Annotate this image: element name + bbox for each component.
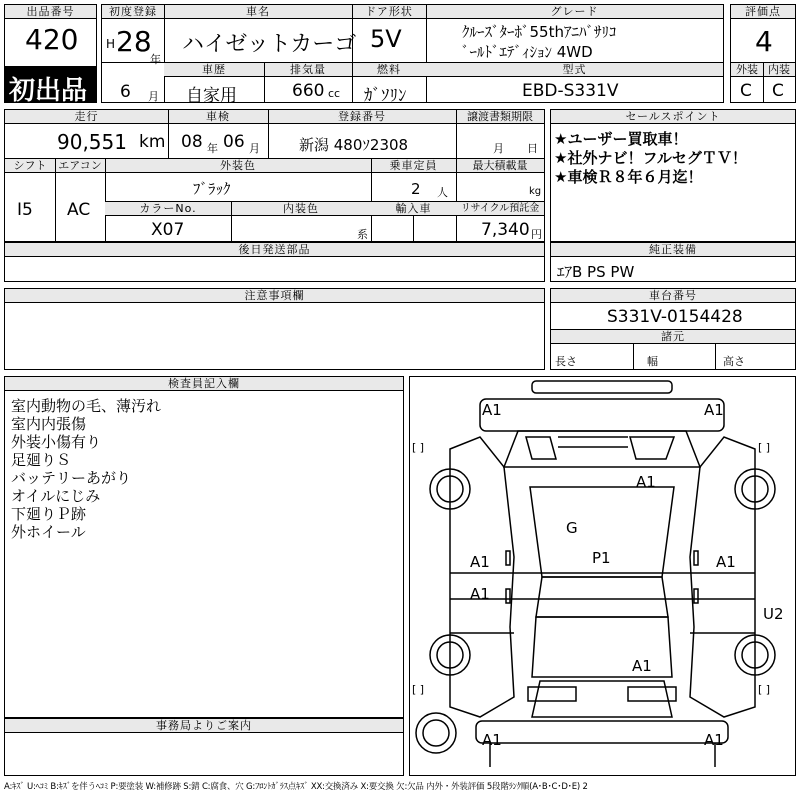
reg-month: 6 <box>120 82 131 102</box>
damage-mark: A1 <box>704 401 724 419</box>
first-listing-text: 初出品 <box>9 76 88 106</box>
damage-mark: A1 <box>470 553 490 571</box>
color: ﾌﾞﾗｯｸ <box>193 180 231 198</box>
insp-year-unit: 年 <box>207 142 218 155</box>
chassis-box <box>550 288 796 370</box>
ac-label: エアコン <box>55 159 105 173</box>
damage-mark: A1 <box>716 553 736 571</box>
lot-label: 出品番号 <box>5 5 96 19</box>
inspector-note: 室内内張傷 <box>11 415 87 433</box>
insp-month-unit: 月 <box>249 142 260 155</box>
shift-label: シフト <box>5 159 55 173</box>
capacity: 2 <box>411 180 421 198</box>
recycle: 7,340 <box>481 220 530 240</box>
damage-mark: A1 <box>636 473 656 491</box>
damage-diagram <box>409 376 796 776</box>
transfer-label: 譲渡書類期限 <box>456 110 544 124</box>
plate: 新潟 480ｿ2308 <box>299 136 409 154</box>
length-label: 長さ <box>555 355 577 368</box>
later-parts-label: 後日発送部品 <box>5 243 544 257</box>
later-parts-box <box>4 242 545 282</box>
grade-label: グレード <box>426 5 723 19</box>
fuel: ｶﾞｿﾘﾝ <box>364 86 407 106</box>
equipment: ｴｱB PS PW <box>557 263 635 281</box>
reg-year: 28 <box>116 25 152 58</box>
recycle-unit: 円 <box>531 228 542 241</box>
car-name: ハイゼットカーゴ <box>182 32 357 57</box>
equipment-box <box>550 242 796 282</box>
transfer-day-unit: 日 <box>527 142 538 155</box>
score: 4 <box>755 25 773 58</box>
model-label: 型式 <box>426 63 723 77</box>
history-label: 車歴 <box>164 63 264 77</box>
history: 自家用 <box>186 86 237 106</box>
int-grade: C <box>772 81 784 101</box>
color-label: 外装色 <box>105 159 371 173</box>
era: H <box>106 37 116 51</box>
interior-color-label: 内装色 <box>231 202 371 216</box>
damage-mark: G <box>566 519 578 537</box>
capacity-unit: 人 <box>437 186 448 199</box>
inspector-note: 外ホイール <box>11 523 86 541</box>
chassis-label: 車台番号 <box>551 289 795 303</box>
chassis-number: S331V-0154428 <box>607 307 743 327</box>
sales-point: ★ユーザー買取車！ <box>554 130 688 148</box>
damage-mark: A1 <box>470 585 490 603</box>
door-type: 5V <box>370 25 402 53</box>
shift: I5 <box>17 200 33 220</box>
inspector-note: 下廻りＰ跡 <box>11 505 87 523</box>
displacement: 660 <box>292 81 325 101</box>
sales-label: セールスポイント <box>551 110 795 124</box>
color-no: X07 <box>151 220 185 240</box>
recycle-label: リサイクル預託金 <box>456 202 544 216</box>
mileage-label: 走行 <box>5 110 168 124</box>
notes-box <box>4 288 545 370</box>
fuel-label: 燃料 <box>352 63 426 77</box>
ac: AC <box>67 200 91 220</box>
damage-mark: U2 <box>763 605 784 623</box>
inspector-note: 室内動物の毛、薄汚れ <box>11 397 162 415</box>
car-outline-diagram <box>410 377 795 775</box>
bracket: [ ] <box>758 683 771 696</box>
load-label: 最大積載量 <box>456 159 544 173</box>
lot-box <box>4 4 97 67</box>
inspector-note: 外装小傷有り <box>11 433 102 451</box>
name-label: 車名 <box>164 5 352 19</box>
reg-label: 初度登録 <box>102 5 164 19</box>
insp-month: 06 <box>223 132 245 152</box>
damage-mark: P1 <box>592 549 611 567</box>
insp-year: 08 <box>181 132 203 152</box>
inspector-note: バッテリーあがり <box>11 469 132 487</box>
first-listing-badge <box>4 67 97 106</box>
sales-point: ★車検Ｒ８年６月迄！ <box>554 168 703 186</box>
height-label: 高さ <box>723 355 745 368</box>
color-no-label: カラーNo. <box>105 202 231 216</box>
int-label: 内装 <box>763 63 795 77</box>
lot-number: 420 <box>25 23 79 56</box>
details-box <box>4 109 545 242</box>
sales-point: ★社外ナビ！フルセグＴＶ！ <box>554 149 747 167</box>
bracket: [ ] <box>412 441 425 454</box>
office-box <box>4 718 404 776</box>
mileage-unit: km <box>139 132 166 152</box>
width-label: 幅 <box>647 355 658 368</box>
load-unit: kg <box>529 186 542 197</box>
grade-line1: ｸﾙｰｽﾞﾀｰﾎﾞ55thｱﾆﾊﾞｻﾘｺ <box>462 23 617 41</box>
bracket: [ ] <box>412 683 425 696</box>
legend: A:ｷｽﾞ U:ﾍｺﾐ B:ｷｽﾞを伴うﾍｺﾐ P:要塗装 W:補修跡 S:錆 C:腐食、穴 G:ﾌﾛﾝﾄｶﾞﾗｽ点ｷｽﾞ XX:交換済み X:要交換 欠:欠品 内外・外装評価 5段階ﾗﾝｸ順(A･B･C･D･E) 2 <box>4 782 588 792</box>
damage-mark: A1 <box>482 731 502 749</box>
mileage: 90,551 <box>57 130 127 154</box>
month-unit: 月 <box>148 90 159 103</box>
inspector-box <box>4 376 404 718</box>
damage-mark: A1 <box>704 731 724 749</box>
grade-line2: ﾞｰﾙﾄﾞｴﾃﾞｨｼｮﾝ 4WD <box>462 43 593 61</box>
inspector-note: 足廻りＳ <box>11 451 72 469</box>
score-label: 評価点 <box>731 5 795 19</box>
office-label: 事務局よりご案内 <box>5 719 403 733</box>
damage-mark: A1 <box>632 657 652 675</box>
year-unit: 年 <box>150 53 161 66</box>
transfer-month-unit: 月 <box>493 142 504 155</box>
displacement-unit: cc <box>328 87 341 100</box>
bracket: [ ] <box>758 441 771 454</box>
score-box <box>730 4 796 103</box>
inspection-label: 車検 <box>168 110 268 124</box>
ext-grade: C <box>740 81 752 101</box>
displacement-label: 排気量 <box>264 63 352 77</box>
model: EBD-S331V <box>522 81 619 101</box>
sales-points-box <box>550 109 796 242</box>
inspector-note: オイルにじみ <box>11 487 101 505</box>
ext-label: 外装 <box>731 63 763 77</box>
dims-label: 諸元 <box>551 330 795 344</box>
import-label: 輸入車 <box>371 202 456 216</box>
inspector-label: 検査員記入欄 <box>5 377 403 391</box>
door-label: ドア形状 <box>352 5 426 19</box>
vehicle-header-box <box>101 4 724 106</box>
damage-mark: A1 <box>482 401 502 419</box>
capacity-label: 乗車定員 <box>371 159 456 173</box>
notes-label: 注意事項欄 <box>5 289 544 303</box>
interior-color-unit: 系 <box>357 228 368 241</box>
equipment-label: 純正装備 <box>551 243 795 257</box>
plate-label: 登録番号 <box>268 110 456 124</box>
